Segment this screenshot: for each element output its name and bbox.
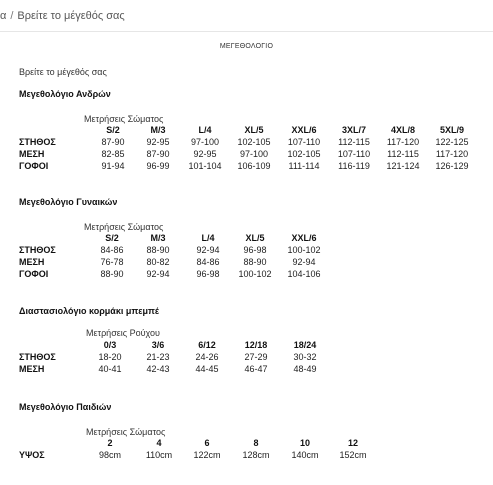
table-cell: 48-49: [293, 364, 317, 374]
row-label: ΥΨΟΣ: [19, 450, 45, 460]
column-header: XXL/6: [291, 233, 317, 243]
section-title: Μεγεθολόγιο Γυναικών: [19, 197, 118, 207]
table-cell: 92-94: [292, 257, 316, 267]
column-header: 4XL/8: [390, 125, 415, 135]
column-header: 6/12: [198, 340, 216, 350]
table-cell: 121-124: [386, 161, 420, 171]
column-header: XXL/6: [291, 125, 317, 135]
table-cell: 96-99: [146, 161, 170, 171]
column-header: 8: [253, 438, 259, 448]
column-header: 10: [299, 438, 310, 448]
table-cell: 44-45: [195, 364, 219, 374]
table-cell: 87-90: [146, 149, 170, 159]
table-cell: 88-90: [100, 269, 124, 279]
table-cell: 88-90: [146, 245, 170, 255]
column-header: 18/24: [293, 340, 317, 350]
table-cell: 46-47: [244, 364, 268, 374]
column-header: M/3: [150, 233, 166, 243]
column-header: 0/3: [103, 340, 117, 350]
table-cell: 87-90: [101, 137, 125, 147]
table-cell: 76-78: [100, 257, 124, 267]
table-cell: 101-104: [188, 161, 222, 171]
breadcrumb: [0, 10, 125, 22]
section-subheader: Μετρήσεις Ρούχου: [86, 328, 160, 338]
section-subheader: Μετρήσεις Σώματος: [84, 222, 164, 232]
column-header: 2: [107, 438, 113, 448]
table-cell: 42-43: [146, 364, 170, 374]
column-header: 4: [156, 438, 162, 448]
table-cell: 102-105: [237, 137, 271, 147]
row-label: ΜΕΣΗ: [19, 364, 45, 374]
section-subheader: Μετρήσεις Σώματος: [86, 427, 166, 437]
column-header: M/3: [150, 125, 166, 135]
column-header: 12/18: [244, 340, 268, 350]
table-cell: 100-102: [287, 245, 321, 255]
table-cell: 80-82: [146, 257, 170, 267]
table-cell: 107-110: [337, 149, 371, 159]
table-cell: 106-109: [237, 161, 271, 171]
row-label: ΣΤΗΘΟΣ: [19, 137, 56, 147]
section-title: Μεγεθολόγιο Ανδρών: [19, 89, 111, 99]
table-cell: 27-29: [244, 352, 268, 362]
table-cell: 92-94: [146, 269, 170, 279]
table-cell: 116-119: [338, 161, 370, 171]
section-title: Διαστασιολόγιο κορμάκι μπεμπέ: [19, 306, 159, 316]
table-cell: 84-86: [196, 257, 220, 267]
table-cell: 111-114: [288, 161, 320, 171]
table-cell: 96-98: [196, 269, 220, 279]
section-subheader: Μετρήσεις Σώματος: [84, 114, 164, 124]
table-cell: 97-100: [239, 149, 269, 159]
table-cell: 140cm: [291, 450, 319, 460]
table-cell: 82-85: [101, 149, 125, 159]
table-cell: 98cm: [98, 450, 121, 460]
column-header: 3XL/7: [341, 125, 366, 135]
breadcrumb-current: Βρείτε το μέγεθός σας: [17, 10, 125, 22]
row-label: ΓΟΦΟΙ: [19, 161, 49, 171]
table-cell: 107-110: [287, 137, 321, 147]
table-cell: 21-23: [146, 352, 170, 362]
table-cell: 112-115: [338, 137, 370, 147]
column-header: L/4: [201, 233, 215, 243]
column-header: 12: [347, 438, 358, 448]
page-title: ΜΕΓΕΘΟΛΟΓΙΟ: [219, 43, 274, 50]
column-header: S/2: [105, 233, 119, 243]
table-cell: 100-102: [238, 269, 272, 279]
breadcrumb-prev-link[interactable]: α: [0, 10, 7, 22]
table-cell: 84-86: [100, 245, 124, 255]
table-cell: 24-26: [195, 352, 219, 362]
table-cell: 104-106: [287, 269, 321, 279]
column-header: XL/5: [244, 125, 264, 135]
row-label: ΣΤΗΘΟΣ: [19, 352, 56, 362]
table-cell: 40-41: [98, 364, 122, 374]
table-cell: 30-32: [293, 352, 317, 362]
table-cell: 91-94: [101, 161, 125, 171]
section-title: Μεγεθολόγιο Παιδιών: [19, 402, 112, 412]
table-cell: 128cm: [242, 450, 270, 460]
table-cell: 92-94: [196, 245, 220, 255]
row-label: ΜΕΣΗ: [19, 257, 45, 267]
column-header: S/2: [106, 125, 120, 135]
column-header: 6: [204, 438, 210, 448]
table-cell: 88-90: [243, 257, 267, 267]
table-cell: 92-95: [146, 137, 170, 147]
row-label: ΜΕΣΗ: [19, 149, 45, 159]
table-cell: 117-120: [435, 149, 469, 159]
table-cell: 97-100: [190, 137, 220, 147]
intro-text: Βρείτε το μέγεθός σας: [19, 67, 107, 77]
table-cell: 18-20: [98, 352, 122, 362]
table-cell: 117-120: [386, 137, 420, 147]
column-header: 3/6: [151, 340, 165, 350]
breadcrumb-separator: /: [10, 10, 14, 22]
table-cell: 126-129: [435, 161, 469, 171]
header-divider: [0, 31, 493, 32]
table-cell: 102-105: [287, 149, 321, 159]
table-cell: 110cm: [145, 450, 173, 460]
column-header: L/4: [198, 125, 212, 135]
table-cell: 92-95: [193, 149, 217, 159]
row-label: ΣΤΗΘΟΣ: [19, 245, 56, 255]
row-label: ΓΟΦΟΙ: [19, 269, 49, 279]
column-header: XL/5: [245, 233, 265, 243]
table-cell: 152cm: [339, 450, 367, 460]
table-cell: 122-125: [435, 137, 469, 147]
table-cell: 96-98: [243, 245, 267, 255]
column-header: 5XL/9: [439, 125, 464, 135]
table-cell: 112-115: [387, 149, 419, 159]
table-cell: 122cm: [193, 450, 221, 460]
